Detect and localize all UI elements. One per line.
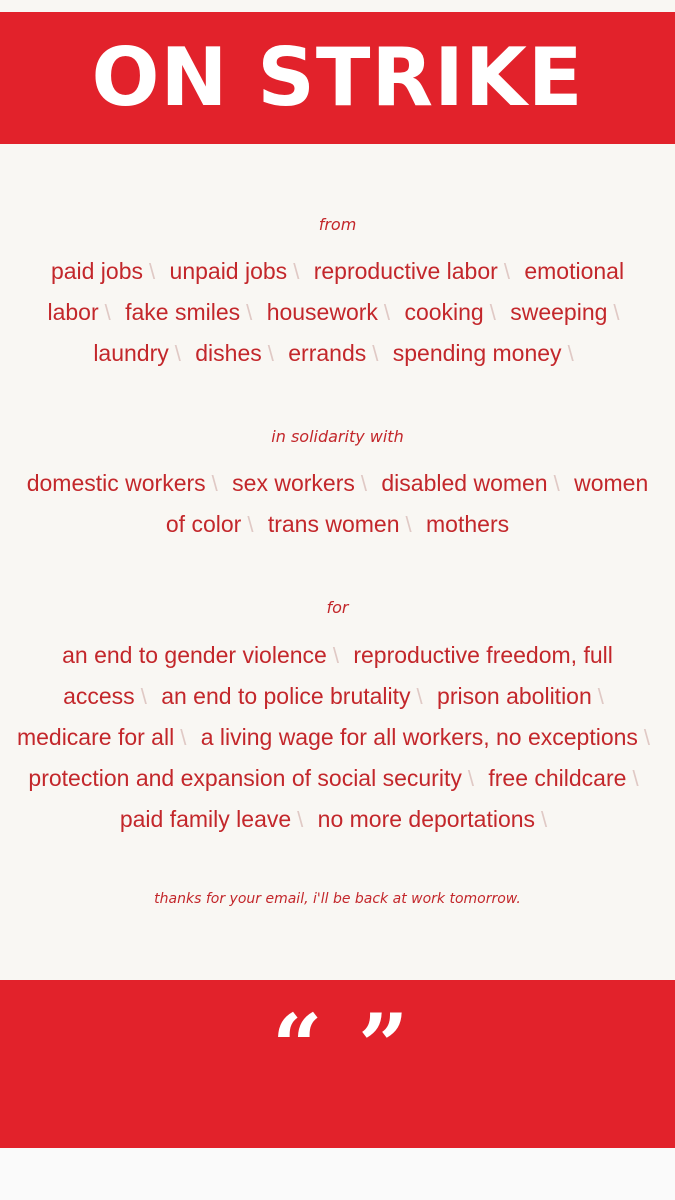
section-label-from: from (318, 215, 357, 234)
list-item-text: paid family leave (119, 806, 292, 832)
list-item-text: sex workers (232, 470, 355, 496)
separator-mark: \ (149, 259, 156, 284)
separator-mark: \ (332, 643, 339, 668)
list-item-text: trans women (267, 511, 400, 537)
list-item (393, 340, 582, 366)
list-item (437, 683, 612, 709)
list-item (17, 724, 194, 750)
separator-mark: \ (416, 684, 423, 709)
separator-mark: \ (180, 725, 187, 750)
list-item-text: an end to gender violence (62, 642, 327, 668)
page-title: ON STRIKE (91, 31, 584, 124)
list-item (170, 258, 308, 284)
section-label-solidarity: in solidarity with (271, 427, 404, 446)
list-item-text: dishes (195, 340, 262, 366)
separator-mark: \ (567, 341, 574, 366)
list-item-text: reproductive freedom, full access (63, 642, 613, 709)
separator-mark: \ (293, 259, 300, 284)
list-item (232, 470, 375, 496)
list-item (195, 340, 282, 366)
list-item-text: domestic workers (26, 470, 206, 496)
separator-mark: \ (613, 300, 620, 325)
separator-mark: \ (405, 512, 412, 537)
list-item-text: an end to police brutality (161, 683, 411, 709)
list-item-text: cooking (404, 299, 484, 325)
footnote-message: thanks for your email, i'll be back at work tomorrow. (154, 891, 521, 907)
separator-mark: \ (246, 300, 253, 325)
list-item-text: laundry (93, 340, 169, 366)
list-item-text: a living wage for all workers, no exceptions (200, 724, 638, 750)
section-label-for: for (326, 598, 349, 617)
list-item (404, 299, 503, 325)
list-item (510, 299, 627, 325)
separator-mark: \ (267, 341, 274, 366)
separator-mark: \ (104, 300, 111, 325)
list-item-text: unpaid jobs (169, 258, 288, 284)
list-item (267, 299, 398, 325)
separator-mark: \ (597, 684, 604, 709)
list-item (161, 683, 430, 709)
list-item-text: spending money (392, 340, 562, 366)
separator-mark: \ (489, 300, 496, 325)
bottom-strip (0, 1148, 675, 1200)
list-item-text: protection and expansion of social security (28, 765, 462, 791)
separator-mark: \ (541, 807, 548, 832)
quote-banner (0, 980, 675, 1148)
separator-mark: \ (297, 807, 304, 832)
list-item-text: errands (288, 340, 367, 366)
list-item-text: sweeping (510, 299, 608, 325)
list-item-text: no more deportations (317, 806, 536, 832)
list-item (28, 765, 482, 791)
separator-mark: \ (140, 684, 147, 709)
list-item (426, 511, 509, 537)
list-item (314, 258, 518, 284)
separator-mark: \ (553, 471, 560, 496)
separator-mark: \ (174, 341, 181, 366)
list-item-text: paid jobs (50, 258, 144, 284)
separator-mark: \ (360, 471, 367, 496)
list-item-text: women of color (165, 470, 649, 537)
list-item (488, 765, 646, 791)
list-item (288, 340, 386, 366)
list-item (120, 806, 311, 832)
headline-banner (0, 12, 675, 144)
list-item (62, 642, 347, 668)
separator-mark: \ (383, 300, 391, 325)
list-item-text: housework (266, 299, 378, 325)
separator-mark: \ (467, 766, 474, 791)
open-quote-icon: “ (272, 994, 323, 1098)
list-item (51, 258, 163, 284)
list-item (27, 470, 226, 496)
list-item-text: fake smiles (125, 299, 241, 325)
list-item (201, 724, 658, 750)
list-item (318, 806, 555, 832)
separator-mark: \ (632, 766, 639, 791)
separator-mark: \ (503, 259, 510, 284)
list-for (14, 635, 661, 840)
list-item-text: prison abolition (437, 683, 592, 709)
close-quote-icon: ” (358, 994, 409, 1098)
list-item-text: reproductive labor (313, 258, 498, 284)
list-item (381, 470, 567, 496)
list-item (268, 511, 420, 537)
list-item-text: medicare for all (16, 724, 175, 750)
list-from (14, 251, 661, 374)
separator-mark: \ (211, 471, 218, 496)
separator-mark: \ (643, 725, 651, 750)
list-solidarity (14, 463, 661, 545)
list-item-text: free childcare (488, 765, 627, 791)
list-item-text: mothers (426, 511, 510, 537)
separator-mark: \ (247, 512, 254, 537)
list-item-text: emotional labor (47, 258, 625, 325)
list-item (125, 299, 260, 325)
list-item-text: disabled women (381, 470, 548, 496)
separator-mark: \ (372, 341, 379, 366)
list-item (93, 340, 189, 366)
